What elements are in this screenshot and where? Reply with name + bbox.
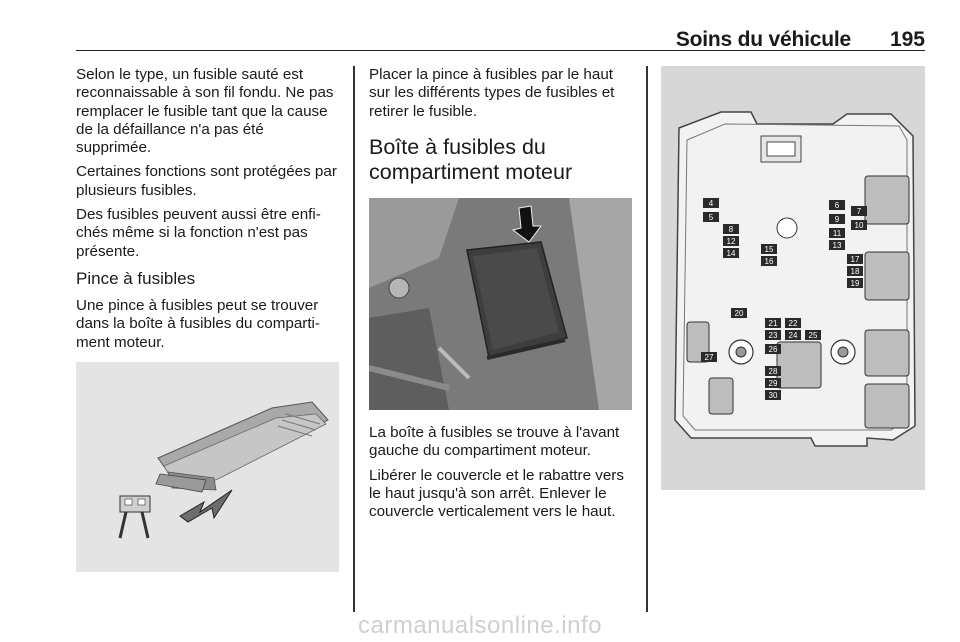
fuse-slot-4	[703, 198, 719, 208]
fuse-label: 23	[768, 331, 778, 340]
paragraph-blown-fuse: Selon le type, un fusible sauté est reconnaissable à son fil fondu. Ne pas remplacer le fusible tant que la cause de la défaillance n'a pas été supprimée.	[76, 66, 334, 157]
column-divider-left	[353, 66, 355, 612]
fuse-label: 18	[850, 267, 860, 276]
fuse-slot-5	[703, 212, 719, 222]
paragraph-spare-fuses: Des fusibles peuvent aussi être enfichés même si la fonction n'est pas présente.	[76, 206, 321, 260]
fuse-slot-21	[765, 318, 781, 328]
fuse-slot-11	[829, 228, 845, 238]
fuse-label: 14	[726, 249, 736, 258]
fuse-label: 27	[704, 353, 714, 362]
fuse-label: 9	[834, 215, 840, 224]
fuse-box-diagram	[661, 66, 925, 490]
heading-engine-fuse-box: Boîte à fusibles du compartiment moteur	[369, 134, 573, 184]
fuse-slot-24	[785, 330, 801, 340]
fuse-slot-29	[765, 378, 781, 388]
fuse-slot-13	[829, 240, 845, 250]
fuse-slot-30	[765, 390, 781, 400]
paragraph-open-cover: Libérer le couvercle et le rabattre vers le haut jusqu'à son arrêt. Enlever le couvercle verticalement vers le haut.	[369, 466, 624, 521]
fuse-slot-8	[723, 224, 739, 234]
fuse-slot-27	[701, 352, 717, 362]
fuse-slot-28	[765, 366, 781, 376]
fuse-slot-14	[723, 248, 739, 258]
paragraph-extractor-usage: Placer la pince à fusibles par le haut sur les différents types de fusibles et retirer le fusible.	[369, 66, 615, 120]
fuse-label: 12	[726, 237, 736, 246]
fuse-slot-15	[761, 244, 777, 254]
page-number: 195	[889, 28, 925, 51]
fuse-slot-6	[829, 200, 845, 210]
paragraph-fuse-box-location: La boîte à fusibles se trouve à l'avant gauche du compartiment moteur.	[369, 424, 620, 460]
fuse-label: 5	[708, 213, 714, 222]
running-header	[76, 26, 925, 51]
fuse-slot-26	[765, 344, 781, 354]
heading-fuse-extractor: Pince à fusibles	[76, 268, 196, 288]
fuse-label: 11	[832, 229, 842, 238]
fuse-slot-10	[851, 220, 867, 230]
fuse-slot-20	[731, 308, 747, 318]
fuse-label: 13	[832, 241, 842, 250]
middle-column-bottom	[369, 424, 635, 527]
middle-column-top	[369, 66, 635, 197]
fuse-slot-16	[761, 256, 777, 266]
fuse-slot-12	[723, 236, 739, 246]
fuse-label: 15	[764, 245, 774, 254]
fuse-label: 16	[764, 257, 774, 266]
left-column	[76, 66, 342, 358]
fuse-slot-9	[829, 214, 845, 224]
fuse-label: 8	[728, 225, 734, 234]
fuse-slot-7	[851, 206, 867, 216]
fuse-label: 24	[788, 331, 798, 340]
fuse-label: 4	[708, 199, 714, 208]
column-divider-right	[646, 66, 648, 612]
fuse-slot-18	[847, 266, 863, 276]
fuse-label: 17	[850, 255, 860, 264]
fuse-label: 22	[788, 319, 798, 328]
fuse-label: 20	[734, 309, 744, 318]
fuse-label: 7	[856, 207, 862, 216]
section-title: Soins du véhicule	[675, 28, 851, 51]
paragraph-multiple-fuses: Certaines fonctions sont protégées par plusieurs fusibles.	[76, 163, 337, 199]
fuse-label: 30	[768, 391, 778, 400]
engine-compartment-photo	[369, 198, 632, 410]
fuse-box-diagram-svg	[661, 66, 925, 490]
fuse-slot-19	[847, 278, 863, 288]
watermark: carmanualsonline.info	[358, 612, 602, 639]
fuse-label: 26	[768, 345, 778, 354]
paragraph-extractor-location: Une pince à fusibles peut se trouver dans la boîte à fusibles du compartiment moteur.	[76, 296, 320, 351]
fuse-label: 19	[850, 279, 860, 288]
fuse-slot-25	[805, 330, 821, 340]
fuse-extractor-illustration	[76, 362, 339, 572]
fuse-slot-17	[847, 254, 863, 264]
fuse-label: 25	[808, 331, 818, 340]
fuse-slot-23	[765, 330, 781, 340]
fuse-label: 6	[834, 201, 840, 210]
fuse-label: 10	[854, 221, 864, 230]
fuse-label: 29	[768, 379, 778, 388]
fuse-label: 28	[768, 367, 778, 376]
fuse-slot-22	[785, 318, 801, 328]
fuse-label: 21	[768, 319, 778, 328]
